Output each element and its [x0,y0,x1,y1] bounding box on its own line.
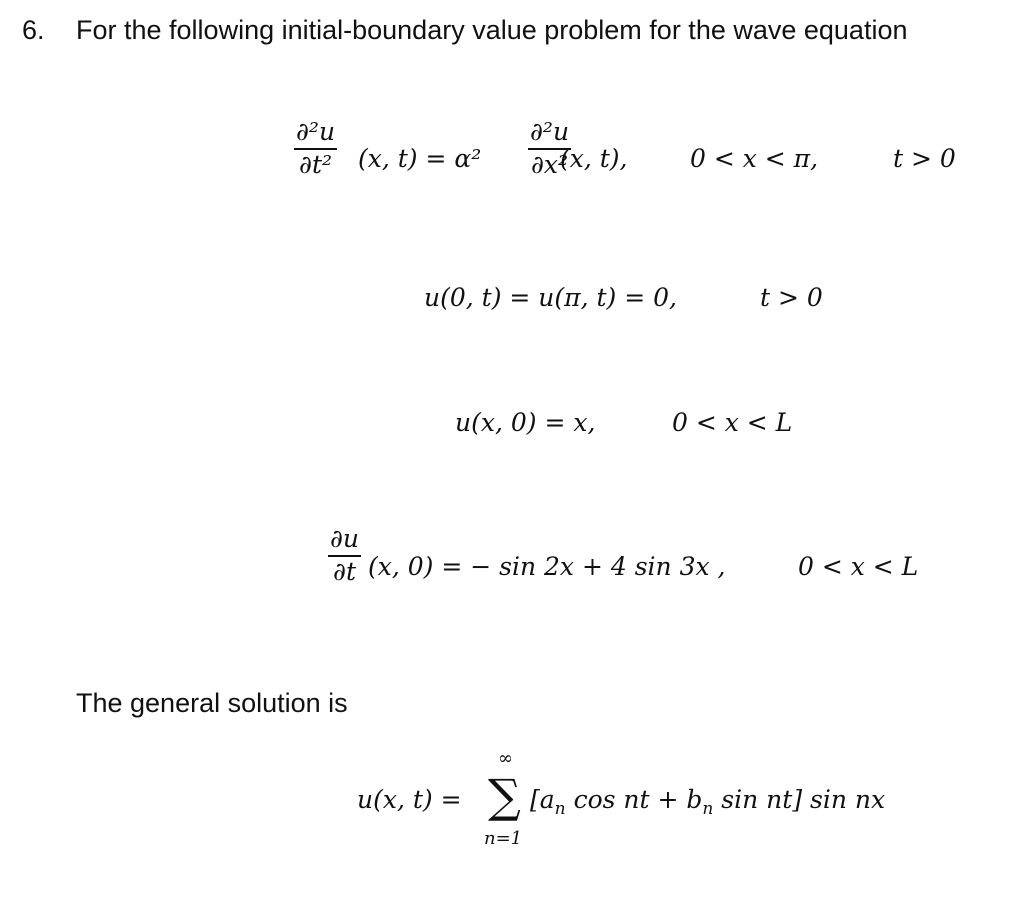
pde-rhs-numerator: ∂²u [530,117,570,146]
pde-rhs-argument: (x, t), [560,144,628,173]
pde-condition-x: 0 < x < π, [690,144,819,173]
initial-velocity-fraction [328,525,361,586]
initial-position-condition: u(x, 0) = x, [455,408,596,437]
initial-velocity-expression: (x, 0) = − sin 2x + 4 sin 3x , [368,552,726,581]
boundary-condition-range: t > 0 [760,283,823,312]
pde-lhs-denominator: ∂t² [299,149,333,179]
summation-symbol: ∑ [488,769,521,823]
initial-velocity-denominator: ∂t [333,556,356,586]
pde-lhs-argument: (x, t) = α² [358,144,482,173]
boundary-condition: u(0, t) = u(π, t) = 0, [424,283,677,312]
pde-rhs-denominator: ∂x² [531,149,569,179]
sum-lower-limit: n=1 [484,828,523,849]
initial-velocity-numerator: ∂u [330,524,360,553]
a-subscript: n [554,799,566,819]
problem-number: 6. [22,15,45,45]
sin-term: sin nt] sin nx [713,785,886,814]
pde-lhs-fraction [294,118,337,179]
solution-lhs: u(x, t) = [357,785,462,814]
a-coefficient: [a [530,785,555,814]
sum-upper-limit: ∞ [498,748,513,769]
b-subscript: n [702,799,714,819]
pde-lhs-numerator: ∂²u [296,117,336,146]
initial-position-range: 0 < x < L [672,408,793,437]
cos-term: cos nt + b [565,785,703,814]
solution-intro: The general solution is [76,688,348,718]
problem-statement: For the following initial-boundary value problem for the wave equation [76,15,908,45]
pde-condition-t: t > 0 [893,144,956,173]
solution-series-terms [530,785,886,819]
initial-velocity-range: 0 < x < L [798,552,919,581]
